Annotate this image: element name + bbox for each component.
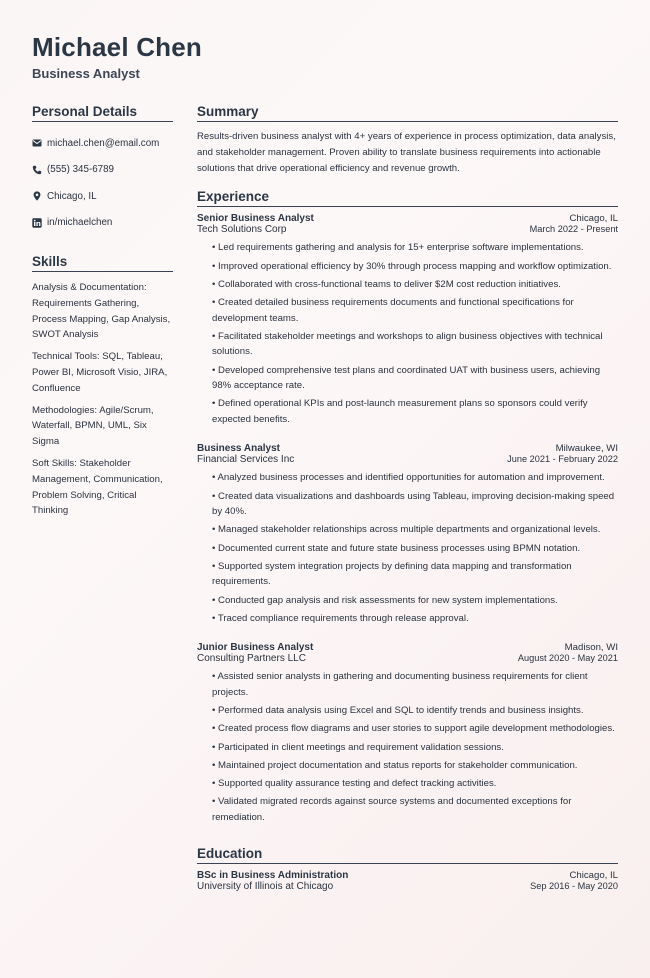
job-dates: June 2021 - February 2022 xyxy=(507,454,618,465)
job-bullet: • Assisted senior analysts in gathering and documenting business requirements for client projects. xyxy=(212,669,618,700)
right-column xyxy=(197,104,618,892)
skill-item: Technical Tools: SQL, Tableau, Power BI, Microsoft Visio, JIRA, Confluence xyxy=(32,351,168,394)
job-bullet: • Maintained project documentation and status reports for stakeholder communication. xyxy=(212,758,618,774)
job-entry xyxy=(197,213,618,427)
job-bullet: • Validated migrated records against source systems and documented exceptions for remediation. xyxy=(212,794,618,825)
job-dates: August 2020 - May 2021 xyxy=(517,653,618,664)
job-bullet: • Managed stakeholder relationships across multiple departments and organizational levels. xyxy=(212,522,618,538)
job-entry xyxy=(197,443,618,626)
contact-linkedin[interactable] xyxy=(32,210,173,237)
education-degree: BSc in Business Administration xyxy=(197,870,349,882)
contact-email[interactable] xyxy=(32,130,173,157)
skill-item: Methodologies: Agile/Scrum, Waterfall, BPMN, UML, Six Sigma xyxy=(32,404,154,448)
contact-list xyxy=(32,130,173,236)
job-bullets xyxy=(197,470,618,626)
job-location: Chicago, IL xyxy=(569,213,618,225)
job-company: Financial Services Inc xyxy=(197,454,295,466)
job-title: Business Analyst xyxy=(197,443,280,455)
job-bullet: • Improved operational efficiency by 30% through process mapping and workflow optimization. xyxy=(212,259,618,275)
job-bullet: • Supported system integration projects by defining data mapping and transformation requirements. xyxy=(212,559,618,590)
job-bullet: • Traced compliance requirements through release approval. xyxy=(212,611,618,627)
job-bullet: • Developed comprehensive test plans and coordinated UAT with business users, achieving 98% acceptance rate. xyxy=(212,363,618,394)
education-title: Education xyxy=(197,846,618,864)
education-entry xyxy=(197,870,618,892)
left-column xyxy=(32,104,173,519)
skills-title: Skills xyxy=(32,254,173,272)
job-bullet: • Led requirements gathering and analysis for 15+ enterprise software implementations. xyxy=(212,240,618,256)
job-bullet: • Conducted gap analysis and risk assessments for new system implementations. xyxy=(212,593,618,609)
summary-text: Results-driven business analyst with 4+ years of experience in process optimization, data analysis, and stakeholder management. Proven ability to translate business requirements into actionable solutions that drive operational efficiency and revenue growth. xyxy=(197,131,616,174)
job-title: Junior Business Analyst xyxy=(197,642,314,654)
job-location: Madison, WI xyxy=(564,642,618,654)
phone-icon xyxy=(32,165,42,175)
personal-details-title: Personal Details xyxy=(32,104,173,122)
job-bullet: • Performed data analysis using Excel and SQL to identify trends and business insights. xyxy=(212,703,618,719)
job-dates: March 2022 - Present xyxy=(529,224,618,235)
candidate-name: Michael Chen xyxy=(32,32,202,62)
job-bullet: • Defined operational KPIs and post-launch measurement plans so sponsors could verify expected benefits. xyxy=(212,396,618,427)
linkedin-icon xyxy=(32,218,42,228)
contact-location xyxy=(32,183,173,210)
contact-phone[interactable] xyxy=(32,157,173,184)
skill-item: Soft Skills: Stakeholder Management, Communication, Problem Solving, Critical Thinking xyxy=(32,457,163,517)
mail-icon xyxy=(32,138,42,148)
job-bullet: • Created data visualizations and dashboards using Tableau, improving decision-making speed by 40%. xyxy=(212,489,618,520)
job-bullet: • Supported quality assurance testing and defect tracking activities. xyxy=(212,776,618,792)
job-bullets xyxy=(197,240,618,427)
job-bullet: • Participated in client meetings and requirement validation sessions. xyxy=(212,740,618,756)
education-dates: Sep 2016 - May 2020 xyxy=(530,881,618,892)
candidate-role: Business Analyst xyxy=(32,66,140,81)
experience-title: Experience xyxy=(197,189,618,207)
contact-location-text: Chicago, IL xyxy=(47,190,97,202)
skill-item: Analysis & Documentation: Requirements Gathering, Process Mapping, Gap Analysis, SWOT Analysis xyxy=(32,282,171,341)
summary-title: Summary xyxy=(197,104,618,122)
contact-email-text: michael.chen@email.com xyxy=(47,137,160,149)
contact-phone-text: (555) 345-6789 xyxy=(47,164,114,176)
job-bullet: • Facilitated stakeholder meetings and workshops to align business objectives with technical solutions. xyxy=(212,329,618,360)
job-bullet: • Documented current state and future state business processes using BPMN notation. xyxy=(212,541,618,557)
job-location: Milwaukee, WI xyxy=(555,443,618,455)
job-title: Senior Business Analyst xyxy=(197,213,314,225)
job-company: Consulting Partners LLC xyxy=(197,653,306,665)
job-bullet: • Collaborated with cross-functional teams to deliver $2M cost reduction initiatives. xyxy=(212,277,618,293)
contact-linkedin-text: in/michaelchen xyxy=(47,217,113,229)
job-entry xyxy=(197,642,618,825)
job-bullets xyxy=(197,669,618,825)
job-bullet: • Created process flow diagrams and user stories to support agile development methodologies. xyxy=(212,721,618,737)
education-school: University of Illinois at Chicago xyxy=(197,881,334,893)
job-company: Tech Solutions Corp xyxy=(197,224,287,236)
education-location: Chicago, IL xyxy=(569,870,618,882)
job-bullet: • Analyzed business processes and identified opportunities for automation and improvement. xyxy=(212,470,618,486)
location-pin-icon xyxy=(32,191,42,201)
job-bullet: • Created detailed business requirements documents and functional specifications for development teams. xyxy=(212,295,618,326)
